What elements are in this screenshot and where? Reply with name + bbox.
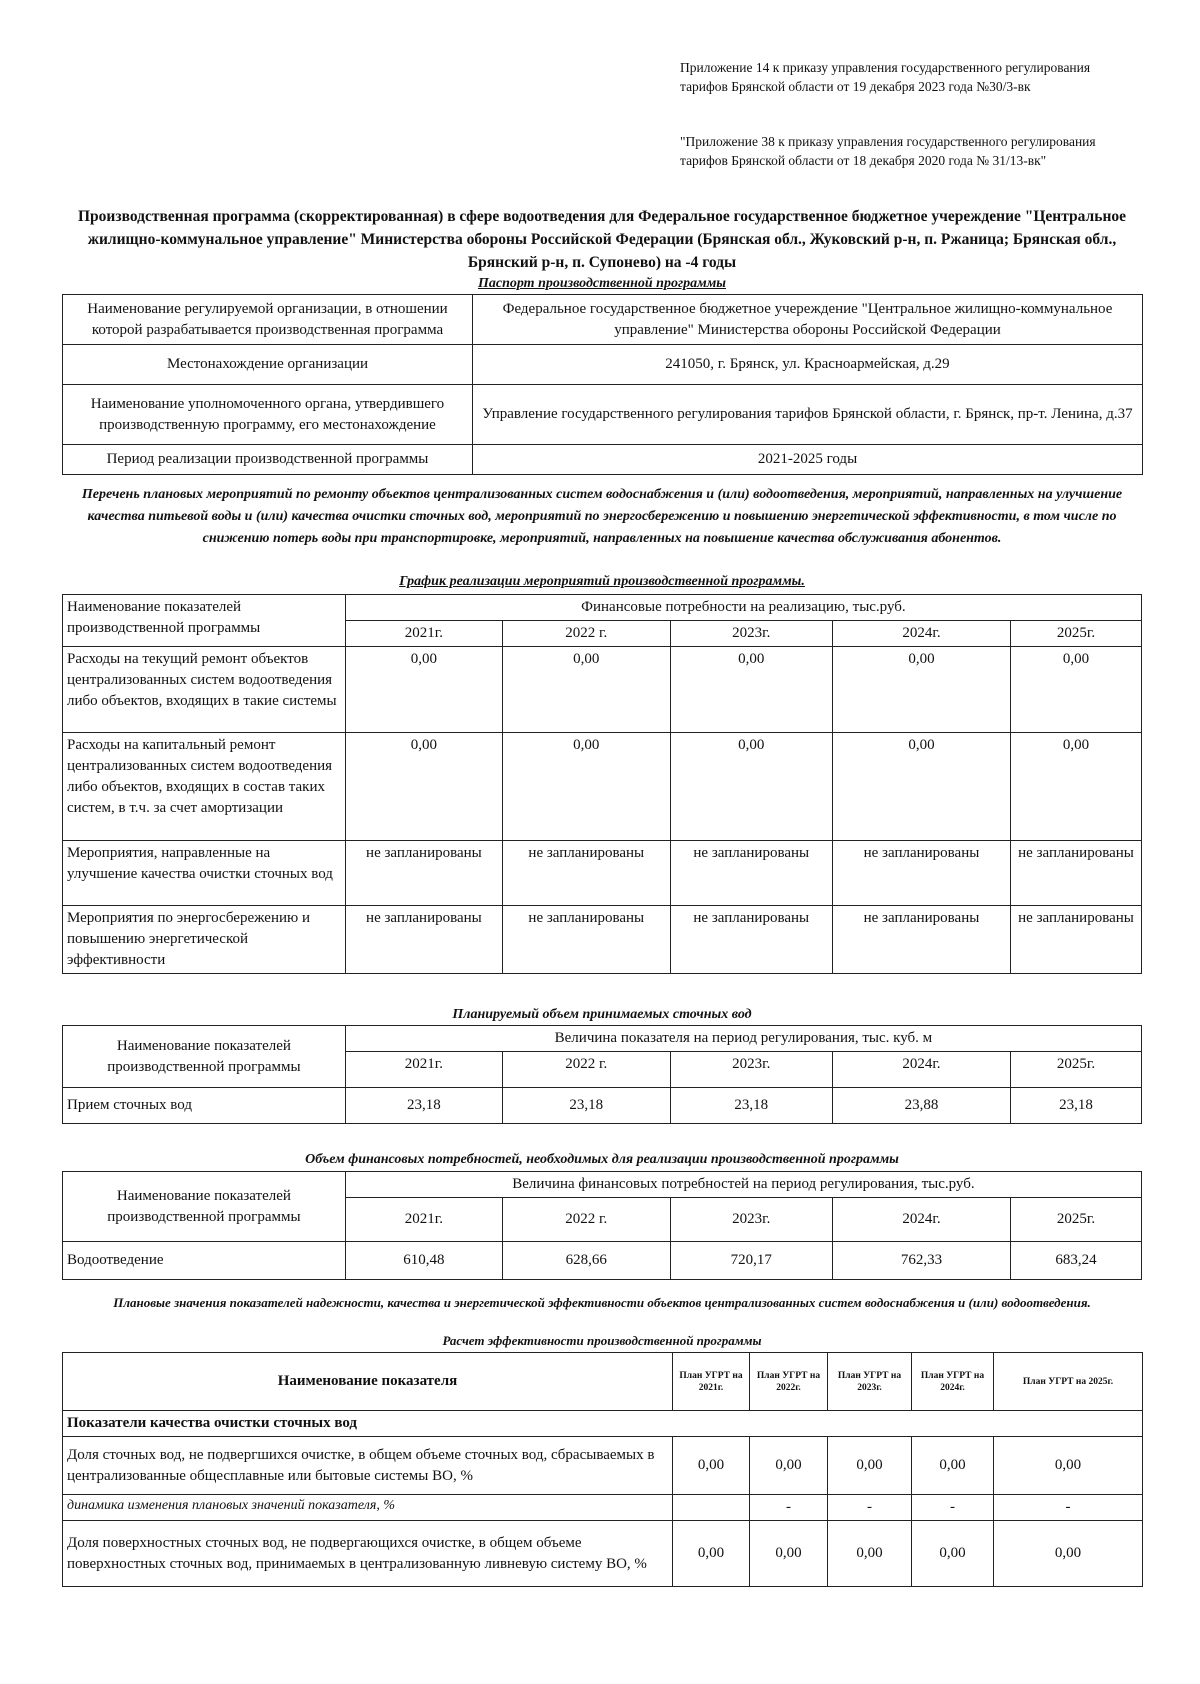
year-header: 2022 г. — [502, 1198, 670, 1242]
cell-value: 0,00 — [1011, 647, 1142, 733]
plan-header: План УГРТ на 2024г. — [912, 1353, 994, 1411]
year-header: 2024г. — [832, 1198, 1010, 1242]
table-header-row — [63, 1026, 1142, 1052]
row-name: Доля поверхностных сточных вод, не подвергающихся очистке, в общем объеме поверхностных сточных вод, принимаемых в централизованную ливневую систему ВО, % — [63, 1521, 673, 1587]
row-name: Расходы на текущий ремонт объектов централизованных систем водоотведения либо объектов, входящих в такие системы — [63, 647, 346, 733]
cell-value: 0,00 — [828, 1437, 912, 1495]
year-header: 2021г. — [345, 621, 502, 647]
row-name: Прием сточных вод — [63, 1088, 346, 1124]
cell-value: не запланированы — [832, 841, 1010, 906]
passport-value: 241050, г. Брянск, ул. Красноармейская, д.29 — [473, 345, 1143, 385]
cell-value: 0,00 — [670, 647, 832, 733]
cell-value: 23,18 — [502, 1088, 670, 1124]
cell-value: 0,00 — [832, 647, 1010, 733]
table-header-row — [63, 1172, 1142, 1198]
plan-header: План УГРТ на 2025г. — [994, 1353, 1143, 1411]
finance-caption: Объем финансовых потребностей, необходимых для реализации производственной программы — [305, 1152, 899, 1167]
table-row — [63, 1088, 1142, 1124]
cell-value: 0,00 — [912, 1521, 994, 1587]
annex-note-2023: Приложение 14 к приказу управления государственного регулирования тарифов Брянской области от 19 декабря 2023 года №30/3-вк — [680, 60, 1091, 94]
cell-value: 762,33 — [832, 1242, 1010, 1280]
row-name: динамика изменения плановых значений показателя, % — [63, 1495, 673, 1521]
row-name: Расходы на капитальный ремонт централизованных систем водоотведения либо объектов, входящих в состав таких систем, в т.ч. за счет амортизации — [63, 733, 346, 841]
document-title: Производственная программа (скорректированная) в сфере водоотведения для Федеральное государственное бюджетное учереждение "Центральное жилищно-коммунальное управление" Министерства обороны Российской Федерации (Брянская обл., Жуковский р-н, п. Ржаница; Брянская обл., Брянский р-н, п. Супонево) на -4 годы — [77, 208, 1127, 271]
measures-caption: Перечень плановых мероприятий по ремонту объектов централизованных систем водоснабжения и (или) водоотведения, мероприятий, направленных на улучшение качества питьевой воды и (или) качества очистки сточных вод, мероприятий по энергосбережению и повышению энергетической эффективности, в том числе по снижению потерь воды при транспортировке, мероприятий, направленных на повышение качества обслуживания абонентов. — [81, 487, 1123, 546]
cell-value: 720,17 — [670, 1242, 832, 1280]
cell-value: 683,24 — [1011, 1242, 1142, 1280]
year-header: 2021г. — [345, 1198, 502, 1242]
cell-value: 0,00 — [502, 733, 670, 841]
cell-value: не запланированы — [670, 841, 832, 906]
efficiency-table — [62, 1352, 1143, 1587]
cell-value: - — [912, 1495, 994, 1521]
section-row — [63, 1411, 1143, 1437]
table-row — [63, 345, 1143, 385]
table-header-row — [63, 1353, 1143, 1411]
cell-value: 23,18 — [1010, 1088, 1141, 1124]
row-name: Водоотведение — [63, 1242, 346, 1280]
table-row — [63, 841, 1142, 906]
cell-value: 23,18 — [345, 1088, 502, 1124]
cell-value — [673, 1495, 750, 1521]
cell-value: 0,00 — [670, 733, 832, 841]
cell-value: 23,88 — [832, 1088, 1010, 1124]
group-header: Величина показателя на период регулирования, тыс. куб. м — [345, 1026, 1141, 1052]
cell-value: не запланированы — [832, 906, 1010, 974]
year-header: 2024г. — [832, 621, 1010, 647]
year-header: 2022 г. — [502, 1052, 670, 1088]
plan-header: План УГРТ на 2021г. — [673, 1353, 750, 1411]
cell-value: 0,00 — [673, 1437, 750, 1495]
table-header-row — [63, 595, 1142, 621]
table-row — [63, 1521, 1143, 1587]
table-row — [63, 445, 1143, 475]
table-row — [63, 647, 1142, 733]
cell-value: - — [828, 1495, 912, 1521]
year-header: 2025г. — [1011, 621, 1142, 647]
cell-value: 0,00 — [502, 647, 670, 733]
cell-value: 610,48 — [345, 1242, 502, 1280]
table-row — [63, 295, 1143, 345]
column-header: Наименование показателя — [63, 1353, 673, 1411]
cell-value: 0,00 — [828, 1521, 912, 1587]
table-row — [63, 1495, 1143, 1521]
group-header: Величина финансовых потребностей на период регулирования, тыс.руб. — [345, 1172, 1141, 1198]
passport-value: Федеральное государственное бюджетное учереждение "Центральное жилищно-коммунальное управление" Министерства обороны Российской Федерации — [473, 295, 1143, 345]
cell-value: 0,00 — [750, 1521, 828, 1587]
table-row — [63, 385, 1143, 445]
column-header: Наименование показателей производственной программы — [63, 595, 346, 647]
cell-value: 0,00 — [994, 1437, 1143, 1495]
section-title: Показатели качества очистки сточных вод — [63, 1411, 1143, 1437]
passport-label: Местонахождение организации — [63, 345, 473, 385]
table-row — [63, 733, 1142, 841]
volume-caption: Планируемый объем принимаемых сточных вод — [452, 1007, 752, 1022]
year-header: 2025г. — [1011, 1198, 1142, 1242]
passport-value: Управление государственного регулирования тарифов Брянской области, г. Брянск, пр-т. Ленина, д.37 — [473, 385, 1143, 445]
year-header: 2021г. — [345, 1052, 502, 1088]
annex-note-2020: "Приложение 38 к приказу управления государственного регулирования тарифов Брянской области от 18 декабря 2020 года № 31/13-вк" — [680, 134, 1096, 168]
cell-value: 0,00 — [994, 1521, 1143, 1587]
year-header: 2023г. — [670, 621, 832, 647]
column-header: Наименование показателей производственной программы — [63, 1026, 346, 1088]
year-header: 2022 г. — [502, 621, 670, 647]
year-header: 2024г. — [832, 1052, 1010, 1088]
passport-caption: Паспорт производственной программы — [477, 276, 727, 291]
cell-value: - — [994, 1495, 1143, 1521]
cell-value: 0,00 — [750, 1437, 828, 1495]
efficiency-plan-caption: Плановые значения показателей надежности, качества и энергетической эффективности объектов централизованных систем водоснабжения и (или) водоотведения. — [113, 1295, 1091, 1310]
row-name: Мероприятия по энергосбережению и повышению энергетической эффективности — [63, 906, 346, 974]
efficiency-calc-caption: Расчет эффективности производственной программы — [442, 1333, 762, 1348]
cell-value: не запланированы — [502, 841, 670, 906]
passport-label: Наименование регулируемой организации, в отношении которой разрабатывается производственная программа — [63, 295, 473, 345]
passport-label: Наименование уполномоченного органа, утвердившего производственную программу, его местонахождение — [63, 385, 473, 445]
plan-header: План УГРТ на 2022г. — [750, 1353, 828, 1411]
cell-value: не запланированы — [1011, 906, 1142, 974]
cell-value: - — [750, 1495, 828, 1521]
volume-table — [62, 1025, 1142, 1124]
cell-value: не запланированы — [345, 841, 502, 906]
finance-table — [62, 1171, 1142, 1280]
row-name: Доля сточных вод, не подвергшихся очистке, в общем объеме сточных вод, сбрасываемых в централизованные общесплавные или бытовые системы ВО, % — [63, 1437, 673, 1495]
cell-value: 0,00 — [832, 733, 1010, 841]
cell-value: не запланированы — [345, 906, 502, 974]
cell-value: 0,00 — [345, 733, 502, 841]
cell-value: 628,66 — [502, 1242, 670, 1280]
passport-label: Период реализации производственной программы — [63, 445, 473, 475]
year-header: 2025г. — [1010, 1052, 1141, 1088]
cell-value: 23,18 — [670, 1088, 832, 1124]
row-name: Мероприятия, направленные на улучшение качества очистки сточных вод — [63, 841, 346, 906]
cell-value: 0,00 — [912, 1437, 994, 1495]
measures-schedule-table — [62, 594, 1142, 974]
cell-value: не запланированы — [1011, 841, 1142, 906]
table-row — [63, 1242, 1142, 1280]
cell-value: 0,00 — [345, 647, 502, 733]
passport-table — [62, 294, 1143, 475]
year-header: 2023г. — [670, 1198, 832, 1242]
cell-value: не запланированы — [670, 906, 832, 974]
cell-value: 0,00 — [1011, 733, 1142, 841]
group-header: Финансовые потребности на реализацию, тыс.руб. — [345, 595, 1141, 621]
cell-value: 0,00 — [673, 1521, 750, 1587]
schedule-caption: График реализации мероприятий производственной программы. — [399, 574, 805, 589]
passport-value: 2021-2025 годы — [473, 445, 1143, 475]
table-row — [63, 1437, 1143, 1495]
plan-header: План УГРТ на 2023г. — [828, 1353, 912, 1411]
table-row — [63, 906, 1142, 974]
year-header: 2023г. — [670, 1052, 832, 1088]
column-header: Наименование показателей производственной программы — [63, 1172, 346, 1242]
cell-value: не запланированы — [502, 906, 670, 974]
